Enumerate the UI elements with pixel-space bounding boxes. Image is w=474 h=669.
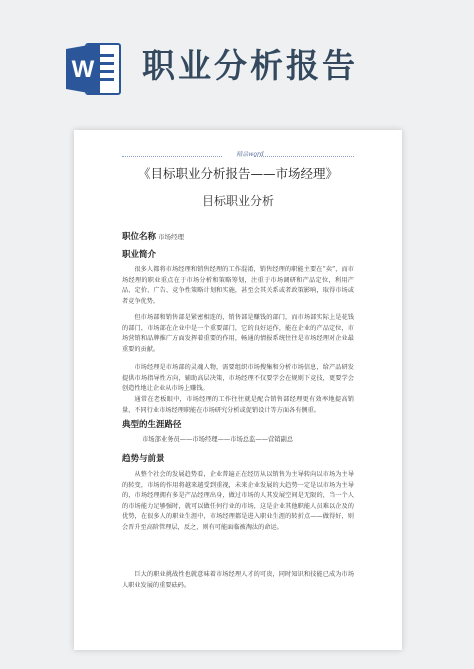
- document-title: 《目标职业分析报告——市场经理》: [137, 166, 338, 181]
- intro-heading: 职业简介: [122, 250, 157, 260]
- top-banner: [0, 0, 474, 118]
- position-value: 市场经理: [158, 233, 185, 241]
- banner-title: 职业分析报告: [142, 46, 358, 85]
- career-path: 市场部业务员——市场经理——市场总监——营销副总: [142, 436, 294, 443]
- document-ribbon: [122, 149, 354, 161]
- career-heading: 典型的生涯路径: [122, 420, 182, 430]
- intro-paragraph-3: 市场经理是市场部的灵魂人物，需要组织市场搜集和分析市场信息，给产品研发提供市场指导性方向，辅助高层决策，市场经理不仅要学会在规则下竞技，更要学会创造性地让企业从市场上赚钱。: [122, 364, 354, 393]
- position-field: [122, 230, 184, 242]
- intro-paragraph-2: 但市场部和销售部是紧密相连的，销售部是赚钱的部门，而市场部实际上是花钱的部门，市场部在企业中是一个重要部门，它的良好运作，能在企业的产品定位，市场营销和品牌推广方面发挥着重要的作用，畅通的情报系统往往是市场经理对企业最重要的贡献。: [122, 314, 354, 353]
- trend-heading: 趋势与前景: [122, 454, 165, 464]
- document-page: [74, 130, 402, 650]
- ribbon-divider-right: [254, 156, 354, 157]
- ribbon-divider-left: [122, 156, 222, 157]
- intro-paragraph-1: 很多人都将市场经理和销售经理的工作混淆，销售经理的职能主要在“卖”，而市场经理的职业重点在于市场分析和策略筹划，注重于市场调研和产品定位，利用产品、定价、广告、竞争性策略计划和实施，甚至会其关系或者政策影响，取得市场或者竞争优势。: [122, 266, 354, 305]
- intro-paragraph-4: 通常在老板眼中，市场经理的工作往往就是配合销售部经理更有效率地提高销量，不同行业市场经理职能在市场研究分析或促销设计等方面各有侧重。: [122, 396, 354, 414]
- trend-paragraph-1: 从整个社会的发展趋势看，企业普遍正在经历从以销售为主导转向以市场为主导的转变，市场的作用将越来越受到重视，未来企业发展的大趋势一定是以市场为主导的，市场经理拥有多是产品经理出身，做过市场的人其发展空间是无限的，当一个人的市场能力足够强时，就可以做任何行业的市场，这是企业其他职能人员难以企及的优势，在很多人的职业生涯中，市场经理都是进入职业生涯的转折点——做得好，则会晋升至高阶管理层，反之，则有可能面临被淘汰的命运。: [122, 471, 354, 531]
- word-icon-letter: W: [71, 56, 95, 83]
- ribbon-tag: 精品word: [236, 151, 264, 158]
- document-subtitle: 目标职业分析: [201, 194, 274, 208]
- position-label: 职位名称: [122, 232, 157, 242]
- word-icon: [64, 40, 122, 98]
- trend-paragraph-2: 巨大的职业挑战性也就意味着市场经理人才的可贵，同时知识和技能已成为市场人职业发展的重要砝码。: [122, 571, 354, 589]
